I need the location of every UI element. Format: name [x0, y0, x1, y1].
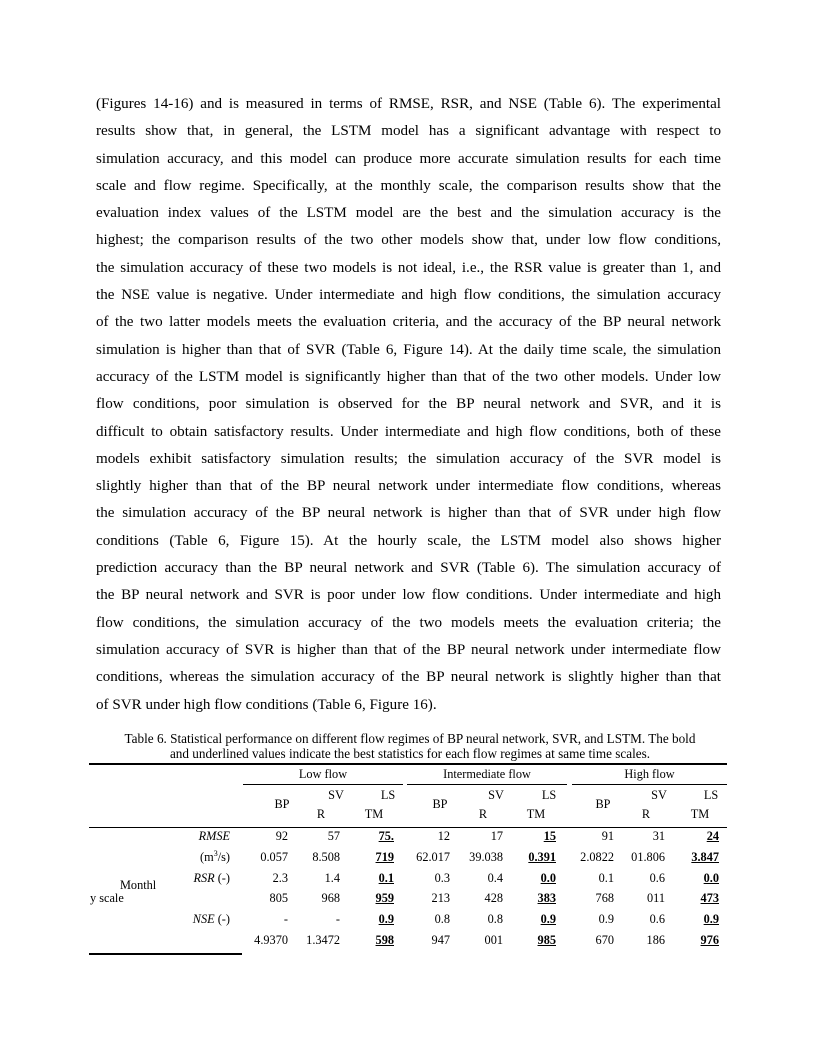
- group-header-high-flow: High flow: [624, 767, 675, 781]
- header-lstm-high-top: LS: [703, 788, 719, 802]
- header-svr-low-bottom: R: [316, 807, 326, 821]
- metric-rmse-label: RMSE: [198, 829, 230, 843]
- intermediate-flow-group-rule: [407, 784, 567, 785]
- paragraph-line: (Figures 14-16) and is measured in terms of RMSE, RSR, and NSE (Table 6). The experimental: [96, 96, 721, 112]
- table-cell: 15: [543, 829, 556, 843]
- table-cell: 0.1: [378, 871, 394, 885]
- table-cell: 768: [595, 891, 614, 905]
- header-lstm-high-bottom: TM: [690, 807, 710, 821]
- paragraph-line: of the two latter models meets the evaluation criteria, and the accuracy of the BP neural network: [96, 314, 721, 331]
- table-cell: 92: [275, 829, 288, 843]
- paragraph-line: flow conditions, the simulation accuracy of the two models meets the evaluation criteria; the: [96, 614, 721, 631]
- group-header-low-flow: Low flow: [298, 767, 348, 781]
- table-cell: 2.0822: [580, 850, 614, 864]
- paragraph-line: flow conditions, poor simulation is observed for the BP neural network and SVR, and it is: [96, 396, 721, 413]
- header-svr-high-bottom: R: [641, 807, 651, 821]
- table-cell: 39.038: [469, 850, 503, 864]
- table-caption-line-2: and underlined values indicate the best statistics for each flow regimes at same time scales.: [169, 746, 651, 761]
- metric-nse-label: NSE (-): [192, 912, 230, 926]
- high-flow-group-rule: [572, 784, 727, 785]
- paragraph-line: scale and flow regime. Specifically, at the monthly scale, the comparison results show that the: [96, 177, 721, 194]
- header-svr-high-top: SV: [651, 788, 667, 802]
- header-lstm-low-top: LS: [380, 788, 396, 802]
- table-cell: 0.0: [540, 871, 556, 885]
- table-cell: 1.3472: [306, 933, 340, 947]
- header-lstm-intermediate-top: LS: [541, 788, 557, 802]
- header-bottom-rule: [89, 827, 727, 828]
- table-cell: -: [335, 912, 340, 926]
- paragraph-line: the NSE value is negative. Under intermediate and high flow conditions, the simulation accuracy: [96, 287, 721, 304]
- table-cell: 8.508: [312, 850, 340, 864]
- table-cell: 91: [601, 829, 614, 843]
- table-cell: 383: [537, 891, 556, 905]
- table-cell: 0.8: [487, 912, 503, 926]
- table-cell: 24: [706, 829, 719, 843]
- table-cell: 670: [595, 933, 614, 947]
- paragraph-line: prediction accuracy than the BP neural network and SVR (Table 6). The simulation accuracy of: [96, 560, 721, 577]
- metric-rmse-unit: $(m^3/s)$: [200, 848, 230, 864]
- table-cell: 0.9: [540, 912, 556, 926]
- table-cell: 0.1: [598, 871, 614, 885]
- header-svr-intermediate-bottom: R: [478, 807, 488, 821]
- table-cell: 0.0: [703, 871, 719, 885]
- paragraph-line: accuracy of the LSTM model is significantly higher than that of the two other models. Under low: [96, 368, 721, 385]
- header-bp-high: BP: [595, 797, 611, 811]
- table-cell: 428: [484, 891, 503, 905]
- paragraph-line: highest; the comparison results of the two other models show that, under low flow conditions,: [96, 232, 721, 249]
- table-cell: 62.017: [416, 850, 450, 864]
- table-cell: 31: [652, 829, 665, 843]
- table-cell: 17: [490, 829, 503, 843]
- table-cell: 959: [375, 891, 394, 905]
- table-cell: 1.4: [324, 871, 340, 885]
- table-cell: 57: [327, 829, 340, 843]
- table-cell: 473: [700, 891, 719, 905]
- table-cell: 0.9: [703, 912, 719, 926]
- table-cell: 0.391: [528, 850, 556, 864]
- paragraph-line: simulation accuracy of SVR is higher than that of the BP neural network under intermediate flow: [96, 641, 721, 658]
- header-bp-low: BP: [274, 797, 290, 811]
- metric-rsr-label: RSR (-): [193, 871, 230, 885]
- table-cell: 968: [321, 891, 340, 905]
- header-lstm-low-bottom: TM: [364, 807, 384, 821]
- header-lstm-intermediate-bottom: TM: [526, 807, 546, 821]
- paragraph-line: of SVR under high flow conditions (Table 6, Figure 16).: [96, 696, 437, 713]
- table-cell: 213: [431, 891, 450, 905]
- low-flow-group-rule: [243, 784, 403, 785]
- table-cell: 0.9: [378, 912, 394, 926]
- table-cell: 719: [375, 850, 394, 864]
- table-cell: 12: [437, 829, 450, 843]
- paragraph-line: conditions, whereas the simulation accuracy of the BP neural network is slightly higher than that: [96, 669, 721, 686]
- table-cell: 0.9: [598, 912, 614, 926]
- paragraph-line: slightly higher than that of the BP neural network under intermediate flow conditions, whereas: [96, 478, 721, 495]
- table-cell: -: [283, 912, 288, 926]
- table-cell: 001: [484, 933, 503, 947]
- table-cell: 0.8: [434, 912, 450, 926]
- table-cell: 0.6: [649, 912, 665, 926]
- time-scale-label-top: Monthl: [120, 878, 157, 892]
- paragraph-line: simulation is higher than that of SVR (Table 6, Figure 14). At the daily time scale, the simulation: [96, 341, 721, 358]
- table-cell: 3.847: [691, 850, 719, 864]
- table-cell: 976: [700, 933, 719, 947]
- table-partial-bottom-rule: [89, 953, 242, 955]
- table-cell: 947: [431, 933, 450, 947]
- paragraph-line: the BP neural network and SVR is poor under low flow conditions. Under intermediate and high: [96, 587, 721, 604]
- time-scale-label-bottom: y scale: [90, 891, 124, 905]
- table-top-rule: [89, 763, 727, 765]
- table-cell: 2.3: [272, 871, 288, 885]
- table-cell: 598: [375, 933, 394, 947]
- table-cell: 0.057: [260, 850, 288, 864]
- header-svr-intermediate-top: SV: [488, 788, 504, 802]
- table-cell: 011: [647, 891, 665, 905]
- paragraph-line: evaluation index values of the LSTM model are the best and the simulation accuracy is the: [96, 205, 721, 222]
- body-paragraph: [96, 91, 721, 719]
- table-cell: 985: [537, 933, 556, 947]
- header-bp-intermediate: BP: [432, 797, 448, 811]
- paragraph-line: the simulation accuracy of these two models is not ideal, i.e., the RSR value is greater than 1, and: [96, 259, 721, 276]
- table-cell: 4.9370: [254, 933, 288, 947]
- paragraph-line: results show that, in general, the LSTM model has a significant advantage with respect to: [96, 123, 721, 140]
- table-caption-line-1: Table 6. Statistical performance on different flow regimes of BP neural network, SVR, and LSTM. The bold: [124, 731, 696, 746]
- table-cell: 805: [269, 891, 288, 905]
- table-cell: 0.4: [487, 871, 503, 885]
- table-cell: 0.6: [649, 871, 665, 885]
- paragraph-line: the simulation accuracy of the BP neural network is higher than that of SVR under high flow: [96, 505, 721, 522]
- paragraph-line: conditions (Table 6, Figure 15). At the hourly scale, the LSTM model also shows higher: [96, 532, 721, 549]
- table-cell: 75.: [378, 829, 394, 843]
- header-svr-low-top: SV: [328, 788, 344, 802]
- table-cell: 186: [646, 933, 665, 947]
- table-cell: 01.806: [631, 850, 665, 864]
- paragraph-line: difficult to obtain satisfactory results. Under intermediate and high flow conditions, both of these: [96, 423, 721, 440]
- paragraph-line: models exhibit satisfactory simulation results; the simulation accuracy of the SVR model is: [96, 450, 721, 467]
- paragraph-line: simulation accuracy, and this model can produce more accurate simulation results for each time: [96, 150, 721, 167]
- table-caption: [90, 731, 730, 761]
- table-cell: 0.3: [434, 871, 450, 885]
- group-header-intermediate-flow: Intermediate flow: [443, 767, 531, 781]
